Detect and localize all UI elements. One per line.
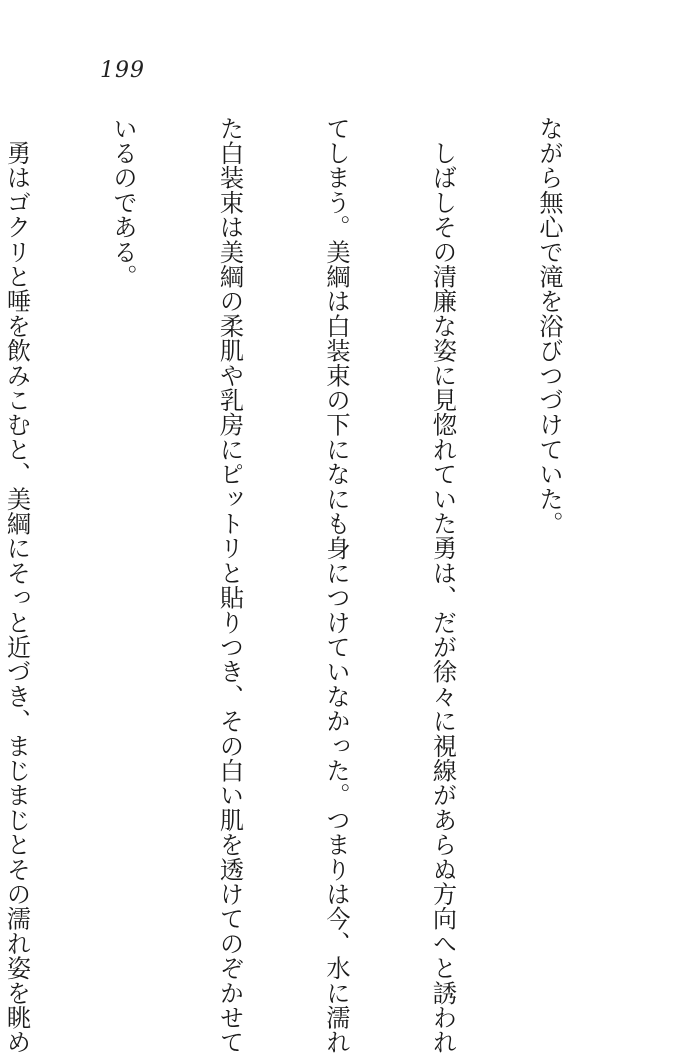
text-line: しばしその清廉な姿に見惚れていた勇は、だが徐々に視線があらぬ方向へと誘われ: [428, 116, 457, 1055]
text-line: いるのである。: [109, 116, 137, 289]
page-number: 199: [100, 58, 145, 83]
text-line: てしまう。美綱は白装束の下になにも身につけていなかった。つまりは今、水に濡れ: [322, 116, 350, 1055]
vertical-text-body: [0, 116, 637, 1055]
text-line: ながら無心で滝を浴びつづけていた。: [535, 116, 563, 536]
text-line: 勇はゴクリと唾を飲みこむと、美綱にそっと近づき、まじまじとその濡れ姿を眺め: [2, 116, 31, 1055]
text-line: た白装束は美綱の柔肌や乳房にピットリと貼りつき、その白い肌を透けてのぞかせて: [215, 116, 244, 1055]
